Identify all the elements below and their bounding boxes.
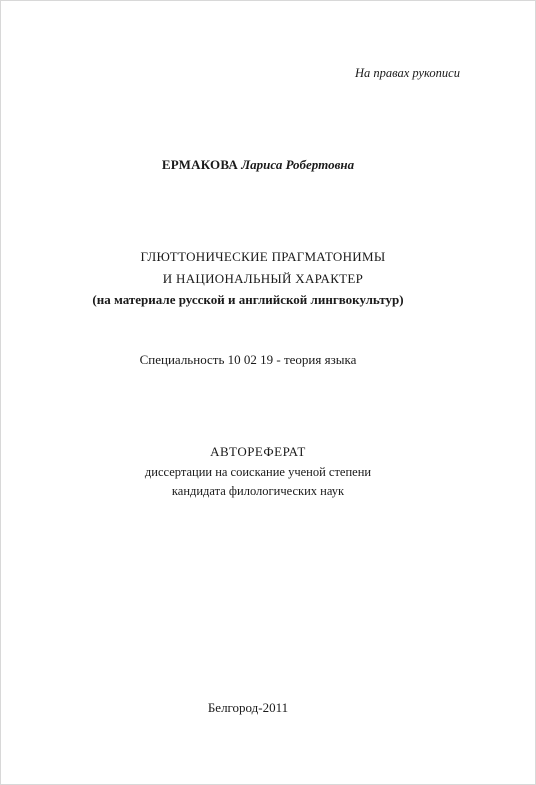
abstract-line-1: диссертации на соискание ученой степени	[144, 465, 372, 479]
specialty-line: Специальность 10 02 19 - теория языка	[139, 352, 357, 367]
place-year: Белгород-2011	[207, 700, 289, 715]
title-line-2: И НАЦИОНАЛЬНЫЙ ХАРАКТЕР	[162, 271, 364, 286]
abstract-line-2: кандидата филологических наук	[171, 484, 345, 498]
author-given-names: Лариса Робертовна	[241, 157, 355, 172]
manuscript-note: На правах рукописи	[355, 66, 460, 80]
title-line-1: ГЛЮТТОНИЧЕСКИЕ ПРАГМАТОНИМЫ	[140, 249, 386, 264]
author-name	[0, 157, 526, 173]
author-surname: ЕРМАКОВА	[161, 157, 238, 172]
title-subtitle: (на материале русской и английской лингвокультур)	[92, 292, 404, 307]
abstract-heading: АВТОРЕФЕРАТ	[210, 444, 306, 459]
